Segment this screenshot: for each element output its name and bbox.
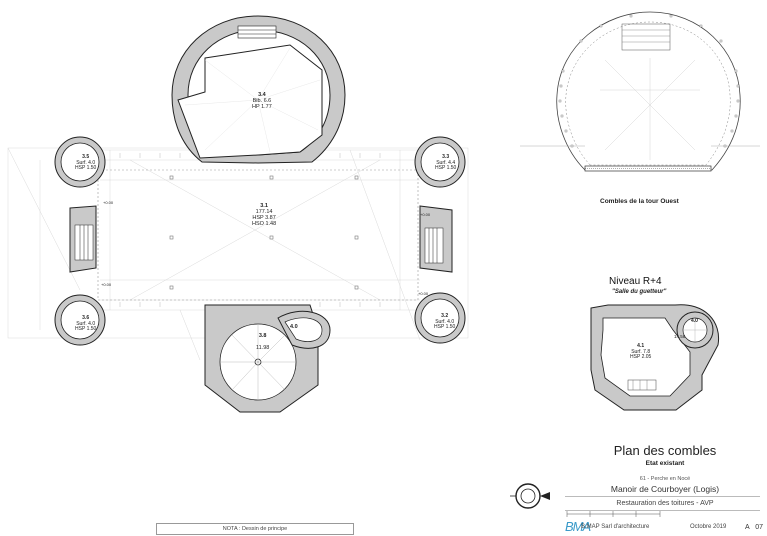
title-separator (565, 510, 760, 511)
room-info: Surf. 4.0 (76, 320, 96, 327)
east-chimney (425, 228, 443, 263)
west-tower-roof-caption: Combles de la tour Ouest (600, 198, 679, 205)
room-id: 3.6 (82, 315, 90, 321)
room-id: 3.8 (258, 333, 267, 339)
level-room-caption: "Salle du guetteur" (612, 289, 667, 295)
room-id: 4.0 (691, 318, 698, 324)
room-info: Surf. 7.8 (631, 348, 651, 355)
room-info: HSP 2.05 (630, 354, 652, 360)
level-r4-plan (591, 305, 719, 410)
sheet-date: Octobre 2019 (690, 524, 727, 530)
room-info: 11.98 (256, 345, 270, 351)
room-label (630, 344, 651, 361)
room-id: 3.2 (441, 313, 449, 319)
room-id: 3.5 (82, 154, 90, 160)
west-chimney (75, 225, 93, 260)
room-label (691, 318, 698, 324)
room-info: Bib. 6.6 (252, 98, 272, 104)
room-id: 3.1 (260, 203, 268, 209)
sheet-subtitle: Etat existant (645, 460, 685, 467)
room-label (435, 155, 456, 172)
room-id: 3.3 (442, 154, 450, 160)
room-label (252, 92, 272, 110)
room-info: HSP 1.50 (434, 324, 456, 330)
room-info: HSO 1.48 (252, 221, 277, 227)
room-info: HSP 3.87 (252, 215, 276, 221)
sheet-title: Plan des combles (613, 443, 717, 458)
sheet-location: 61 - Perche en Nocé (639, 476, 691, 482)
room-info: Surf. 4.4 (436, 159, 456, 166)
room-label (75, 155, 96, 172)
room-id: 3.4 (258, 92, 266, 98)
firm-name: B.MAP Sarl d'architecture (581, 524, 650, 530)
room-info: 14.58 (674, 334, 686, 339)
room-info: Surf. 4.0 (435, 318, 455, 325)
level-mark: +0.00 (420, 212, 431, 217)
sheet-project: Restauration des toitures - AVP (616, 500, 714, 507)
level-caption: Niveau R+4 (609, 276, 662, 287)
scale-bar (567, 511, 660, 517)
room-label (290, 324, 298, 330)
room-info: HSP 1.50 (435, 165, 457, 171)
sheet-number: 07 (755, 524, 764, 531)
level-mark: +0.00 (418, 291, 429, 296)
room-info: HP 1.77 (252, 104, 272, 110)
room-info: HSP 1.50 (75, 165, 97, 171)
room-info: 177.14 (255, 209, 273, 215)
room-label (256, 333, 269, 351)
north-arrow-icon (510, 484, 550, 508)
west-tower-roof-studs (559, 15, 739, 147)
room-label (434, 314, 455, 331)
room-id: 4.0 (290, 324, 298, 330)
nota-box: NOTA : Dessin de principe (156, 523, 354, 535)
room-label (75, 316, 96, 333)
room-id: 4.1 (637, 343, 645, 349)
sheet-building: Manoir de Courboyer (Logis) (610, 484, 720, 494)
north-tower-stair (238, 26, 276, 38)
room-info: Surf. 4.0 (76, 159, 96, 166)
sheet-letter: A (745, 524, 750, 531)
north-tower-room (178, 45, 322, 158)
title-separator (565, 496, 760, 497)
firm-logo: BMA (565, 519, 591, 534)
main-attic-outline (98, 170, 418, 300)
sheet-code (745, 524, 763, 531)
room-label (252, 203, 276, 227)
level-mark: +0.00 (101, 282, 112, 287)
level-mark: +0.00 (103, 200, 114, 205)
room-info: HSP 1.50 (75, 326, 97, 332)
